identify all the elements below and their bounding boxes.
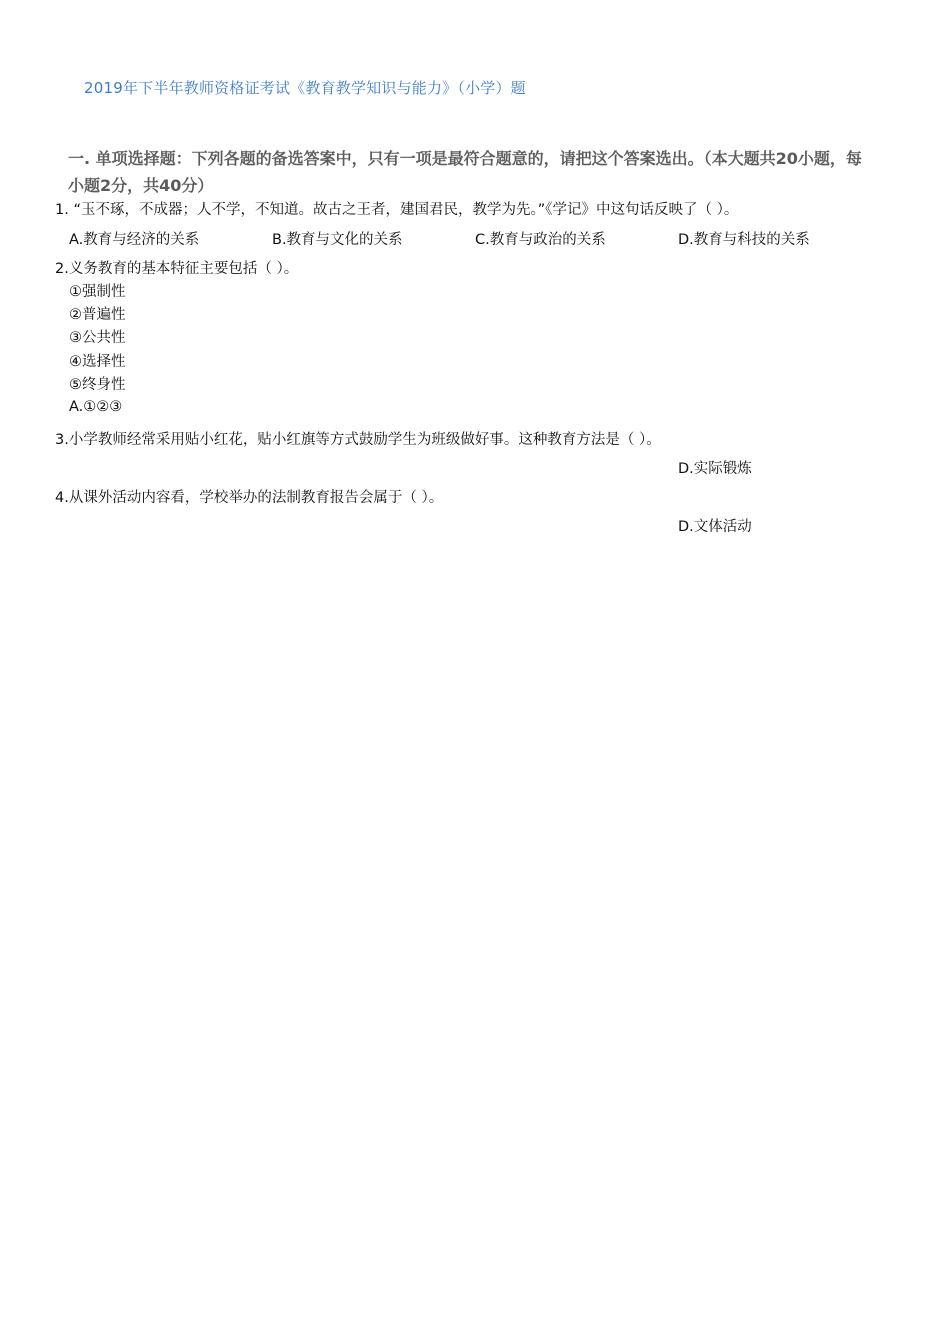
question-3-stem: 3.小学教师经常采用贴小红花，贴小红旗等方式鼓励学生为班级做好事。这种教育方法是（ ）。: [55, 432, 661, 448]
question-2-option-a: A.①②③: [69, 399, 123, 415]
question-2-item-2: ②普遍性: [69, 307, 126, 323]
question-2-item-5: ⑤终身性: [69, 377, 126, 393]
question-1-stem: 1. “玉不琢，不成器；人不学，不知道。故古之王者，建国君民，教学为先。”《学记》中这句话反映了（ ）。: [55, 202, 739, 218]
question-1-option-d: D.教育与科技的关系: [678, 232, 810, 248]
question-4-stem: 4.从课外活动内容看，学校举办的法制教育报告会属于（ ）。: [55, 490, 444, 506]
question-4-option-d: D.文体活动: [678, 519, 752, 535]
question-2-item-1: ①强制性: [69, 284, 126, 300]
question-1-option-b: B.教育与文化的关系: [272, 232, 403, 248]
question-3-option-d: D.实际锻炼: [678, 461, 752, 477]
document-title: 2019年下半年教师资格证考试《教育教学知识与能力》（小学）题: [84, 79, 526, 97]
question-1-option-c: C.教育与政治的关系: [475, 232, 606, 248]
question-2-item-4: ④选择性: [69, 354, 126, 370]
question-2-item-3: ③公共性: [69, 330, 126, 346]
question-2-stem: 2.义务教育的基本特征主要包括（ ）。: [55, 261, 299, 277]
question-1-option-a: A.教育与经济的关系: [69, 232, 200, 248]
section-heading: 一. 单项选择题：下列各题的备选答案中，只有一项是最符合题意的，请把这个答案选出。（本大题共20小题，每小题2分，共40分）: [68, 149, 862, 195]
